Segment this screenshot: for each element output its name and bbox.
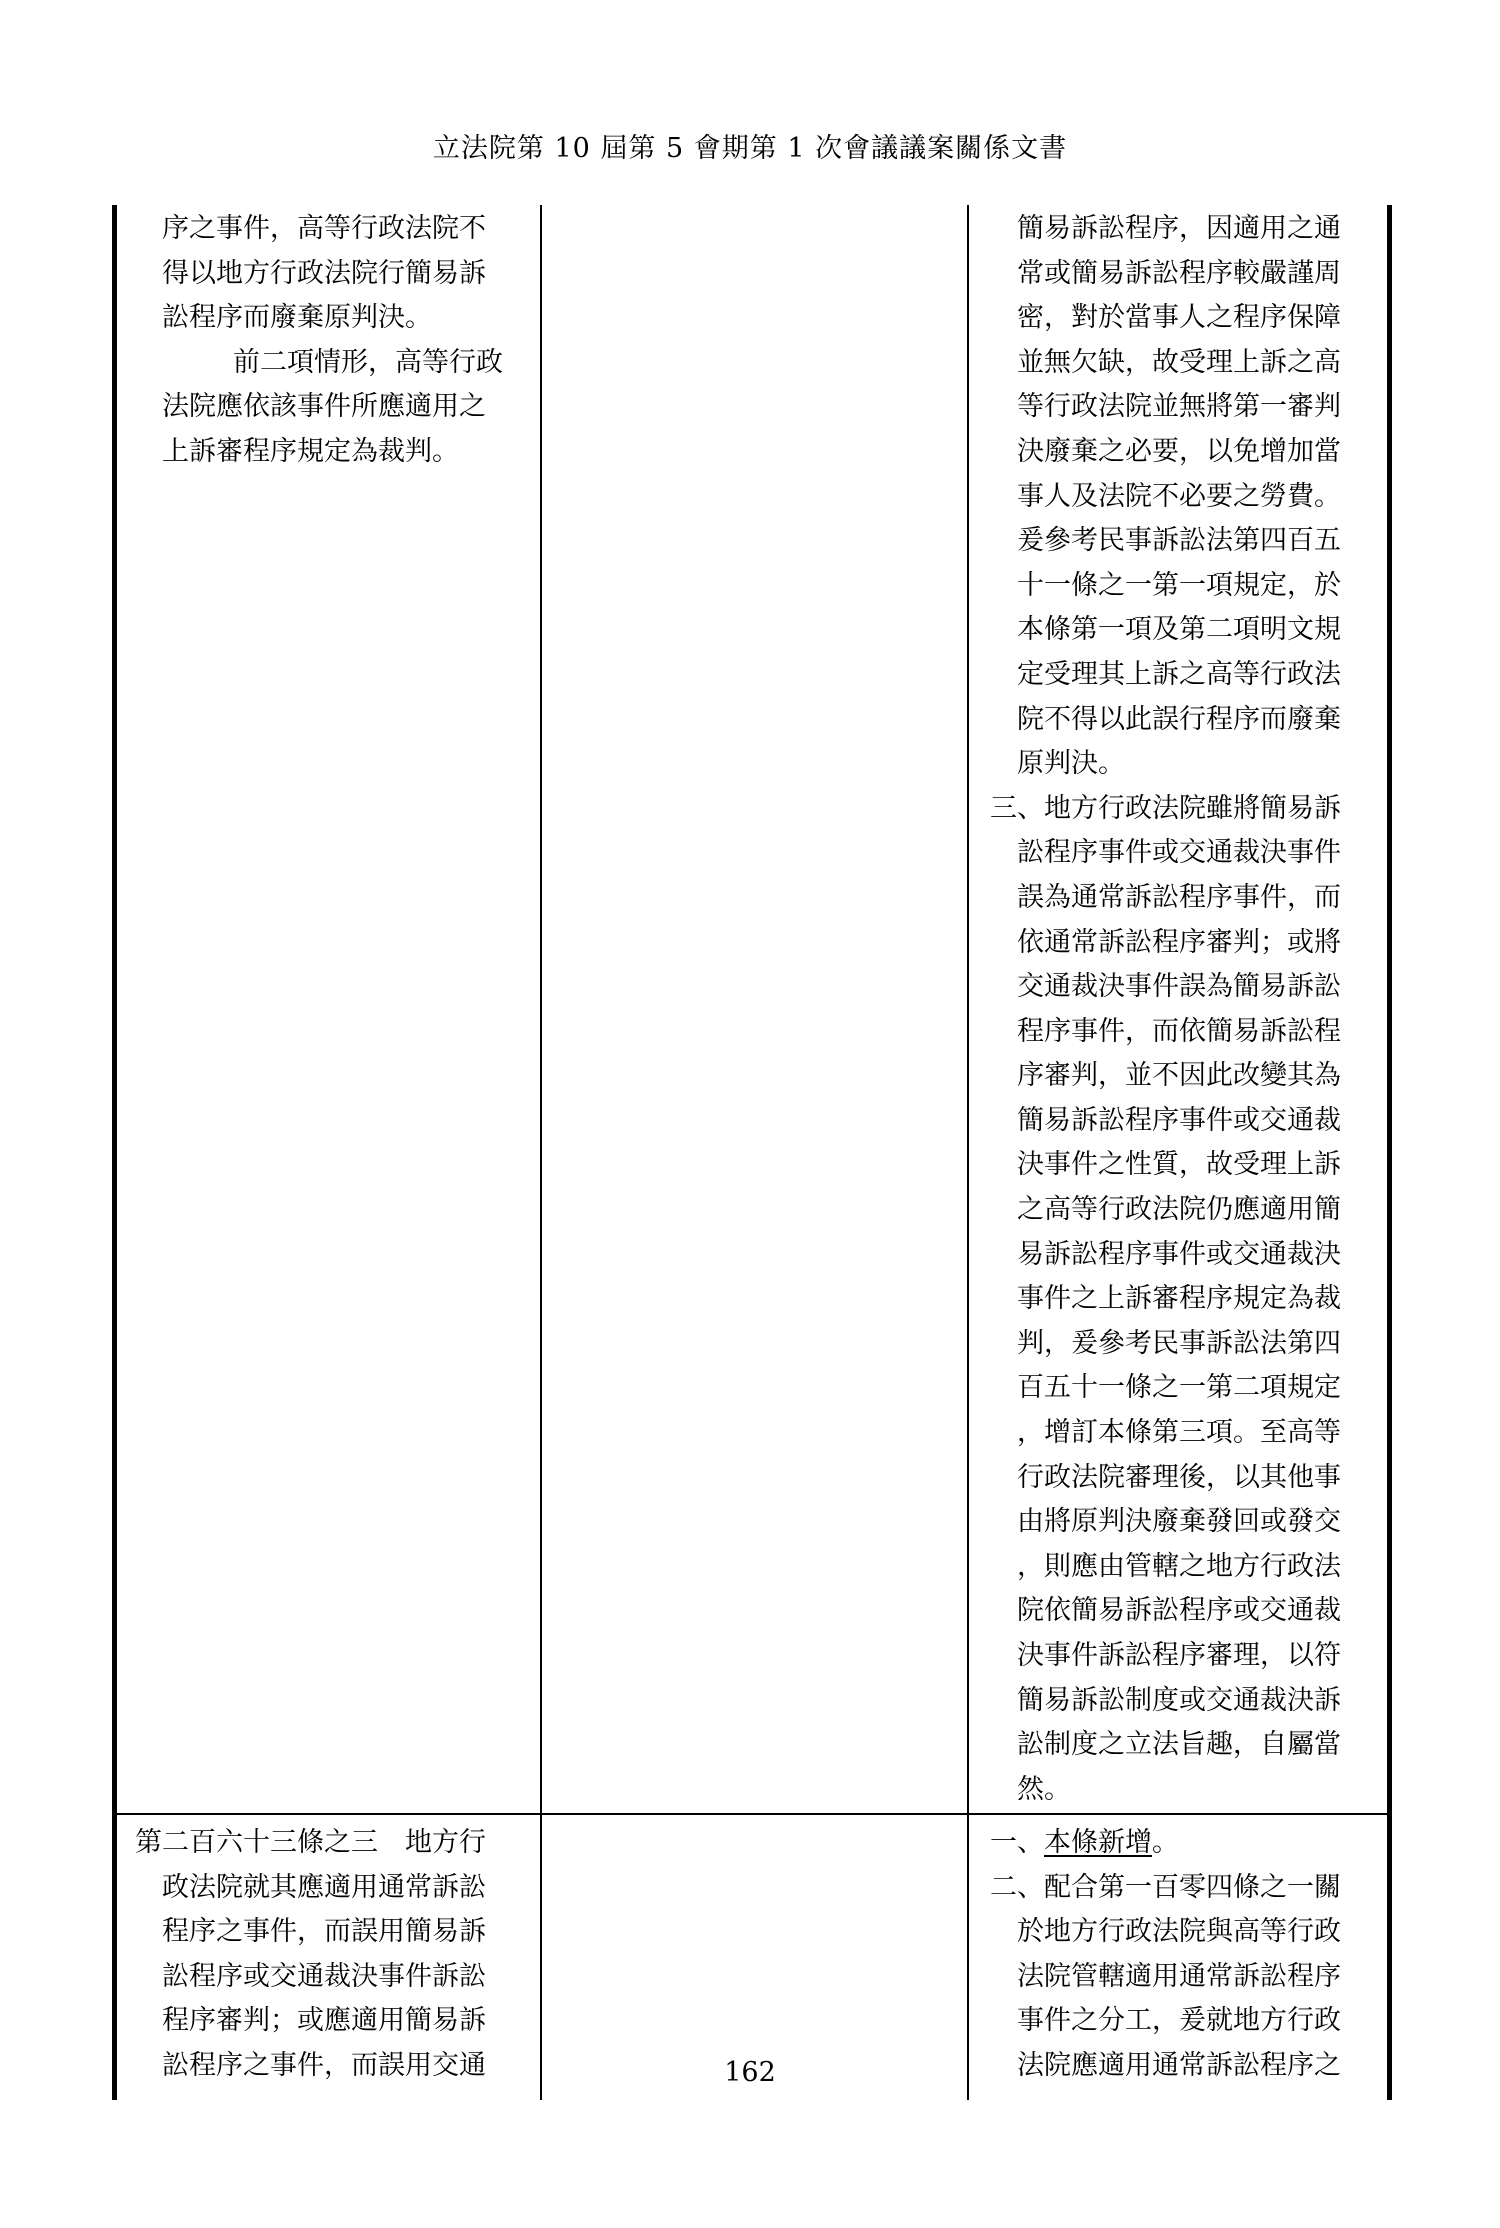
text-line: 序審判，並不因此改變其為 <box>1017 1060 1341 1092</box>
text-line: 常或簡易訴訟程序較嚴謹周 <box>1017 257 1341 289</box>
text-line: 序之事件，高等行政法院不 <box>162 213 486 244</box>
text-line: 爰參考民事訴訟法第四百五 <box>1017 525 1341 557</box>
text-line: 訟程序之事件，而誤用交通 <box>162 2049 486 2081</box>
text-line: ，則應由管轄之地方行政法 <box>1017 1550 1341 1582</box>
text-line: 決事件訴訟程序審理，以符 <box>1017 1640 1341 1671</box>
text-line: 二、配合第一百零四條之一關 <box>990 1871 1341 1903</box>
text-line: 法院管轄適用通常訴訟程序 <box>1017 1960 1341 1992</box>
comparison-table <box>112 205 1392 2100</box>
text-line: 程序事件，而依簡易訴訟程 <box>1017 1015 1341 1047</box>
text-line: 依通常訴訟程序審判；或將 <box>1017 926 1341 958</box>
text-line: ，增訂本條第三項。至高等 <box>1017 1417 1341 1449</box>
underlined-text: 本條新增 <box>1044 1827 1152 1858</box>
row-divider <box>112 1813 1392 1815</box>
table-right-border <box>1387 205 1392 2100</box>
text-line: 訟程序事件或交通裁決事件 <box>1017 837 1341 869</box>
table-left-border <box>112 205 117 2100</box>
page-number: 162 <box>724 2057 776 2088</box>
text-line: 政法院就其應適用通常訴訟 <box>162 1871 486 1903</box>
text-line: 得以地方行政法院行簡易訴 <box>162 257 486 289</box>
item-suffix: 。 <box>1152 1827 1179 1858</box>
text-line: 百五十一條之一第二項規定 <box>1017 1372 1341 1404</box>
text-line: 交通裁決事件誤為簡易訴訟 <box>1017 971 1341 1003</box>
text-line: 密，對於當事人之程序保障 <box>1017 302 1341 334</box>
row2-right-cell <box>990 1821 1382 2089</box>
column-divider-1 <box>540 205 542 2100</box>
text-line: 等行政法院並無將第一審判 <box>1017 391 1341 423</box>
text-line: 法院應依該事件所應適用之 <box>162 391 486 423</box>
column-divider-2 <box>967 205 969 2100</box>
text-line: 並無欠缺，故受理上訴之高 <box>1017 346 1341 378</box>
text-line: 決事件之性質，故受理上訴 <box>1017 1149 1341 1181</box>
text-line: 原判決。 <box>1017 748 1125 780</box>
text-line: 然。 <box>1017 1773 1071 1805</box>
text-line: 院依簡易訴訟程序或交通裁 <box>1017 1595 1341 1627</box>
item-prefix: 一、 <box>990 1827 1044 1858</box>
text-line: 易訴訟程序事件或交通裁決 <box>1017 1238 1341 1270</box>
document-header: 立法院第 10 屆第 5 會期第 1 次會議議案關係文書 <box>432 133 1068 164</box>
text-line: 於地方行政法院與高等行政 <box>1017 1916 1341 1948</box>
text-line: 訟程序而廢棄原判決。 <box>162 302 432 334</box>
row2-left-cell <box>135 1821 535 2089</box>
text-line: 行政法院審理後，以其他事 <box>1017 1461 1341 1493</box>
text-line: 十一條之一第一項規定，於 <box>1017 569 1341 601</box>
text-line: 簡易訴訟程序事件或交通裁 <box>1017 1104 1341 1136</box>
text-line: 院不得以此誤行程序而廢棄 <box>1017 703 1341 735</box>
text-line: 由將原判決廢棄發回或發交 <box>1017 1506 1341 1538</box>
text-line: 程序審判；或應適用簡易訴 <box>162 2005 486 2037</box>
text-line: 前二項情形，高等行政 <box>233 346 503 378</box>
text-line: 訟制度之立法旨趣，自屬當 <box>1017 1729 1341 1761</box>
text-line: 之高等行政法院仍應適用簡 <box>1017 1194 1341 1226</box>
text-line: 誤為通常訴訟程序事件，而 <box>1017 881 1341 913</box>
text-line: 本條第一項及第二項明文規 <box>1017 614 1341 646</box>
list-item <box>990 1821 1382 1866</box>
text-line: 簡易訴訟制度或交通裁決訴 <box>1017 1684 1341 1716</box>
text-line: 上訴審程序規定為裁判。 <box>162 435 459 467</box>
text-line: 事件之上訴審程序規定為裁 <box>1017 1283 1341 1315</box>
text-line: 事件之分工，爰就地方行政 <box>1017 2005 1341 2037</box>
text-line: 簡易訴訟程序，因適用之通 <box>1017 213 1341 244</box>
text-line: 訟程序或交通裁決事件訴訟 <box>162 1960 486 1992</box>
text-line: 三、地方行政法院雖將簡易訴 <box>990 792 1341 824</box>
row1-right-cell <box>990 207 1382 1812</box>
text-line: 程序之事件，而誤用簡易訴 <box>162 1916 486 1948</box>
text-line: 判，爰參考民事訴訟法第四 <box>1017 1327 1341 1359</box>
text-line: 法院應適用通常訴訟程序之 <box>1017 2049 1341 2081</box>
text-line: 決廢棄之必要，以免增加當 <box>1017 435 1341 467</box>
text-line: 定受理其上訴之高等行政法 <box>1017 658 1341 690</box>
text-line: 事人及法院不必要之勞費。 <box>1017 480 1341 512</box>
article-heading: 第二百六十三條之三 地方行 <box>135 1827 486 1858</box>
row1-left-cell <box>162 207 532 475</box>
